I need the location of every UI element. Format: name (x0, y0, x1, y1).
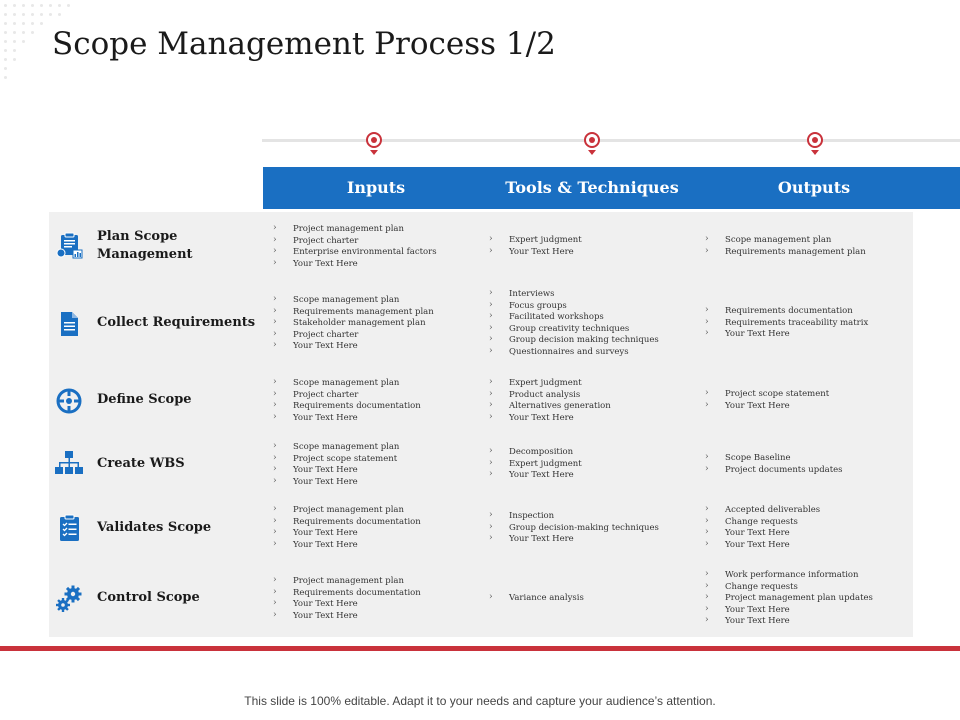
list-item: › Project management plan (273, 505, 421, 517)
list-item: › Requirements traceability matrix (705, 318, 868, 330)
tools-list-collect-requirements (489, 289, 659, 358)
list-item: › Scope management plan (273, 442, 399, 454)
footer-note: This slide is 100% editable. Adapt it to your needs and capture your audience’s attention. (244, 694, 716, 708)
list-item: › Group creativity techniques (489, 324, 659, 336)
row-label-control-scope: Control Scope (97, 590, 200, 605)
list-item: › Change requests (705, 517, 820, 529)
row-label-collect-requirements: Collect Requirements (97, 315, 256, 330)
outputs-list-validates-scope (705, 505, 820, 551)
list-item: › Your Text Here (705, 401, 829, 413)
list-item: › Project documents updates (705, 465, 843, 477)
document-icon (55, 310, 83, 338)
list-item: › Your Text Here (273, 465, 399, 477)
list-item: › Expert judgment (489, 459, 582, 471)
list-item: › Project management plan updates (705, 593, 873, 605)
tools-list-create-wbs (489, 447, 582, 482)
list-item: › Scope management plan (705, 235, 866, 247)
list-item: › Requirements documentation (273, 517, 421, 529)
outputs-list-collect-requirements (705, 306, 868, 341)
list-item: › Decomposition (489, 447, 582, 459)
list-item: › Expert judgment (489, 378, 611, 390)
list-item: › Your Text Here (705, 329, 868, 341)
column-header-outputs: Outputs (777, 178, 851, 197)
list-item: › Your Text Here (489, 470, 582, 482)
list-item: › Project charter (273, 236, 437, 248)
column-header-inputs: Inputs (346, 178, 406, 197)
list-item: › Your Text Here (705, 540, 820, 552)
outputs-list-plan-scope (705, 235, 866, 258)
clipboard-chart-icon (55, 231, 83, 259)
location-pin-icon (807, 132, 823, 156)
location-pin-icon (366, 132, 382, 156)
list-item: › Project charter (273, 330, 434, 342)
list-item: › Facilitated workshops (489, 312, 659, 324)
target-icon (55, 387, 83, 415)
inputs-list-collect-requirements (273, 295, 434, 353)
list-item: › Your Text Here (273, 259, 437, 271)
list-item: › Requirements documentation (705, 306, 868, 318)
inputs-list-create-wbs (273, 442, 399, 488)
checklist-icon (55, 514, 83, 542)
list-item: › Scope management plan (273, 378, 421, 390)
hierarchy-icon (55, 450, 83, 478)
page-title: Scope Management Process 1/2 (52, 26, 556, 62)
list-item: › Your Text Here (705, 616, 873, 628)
list-item: › Alternatives generation (489, 401, 611, 413)
outputs-list-control-scope (705, 570, 873, 628)
list-item: › Change requests (705, 582, 873, 594)
location-pin-icon (584, 132, 600, 156)
list-item: › Your Text Here (273, 540, 421, 552)
list-item: › Accepted deliverables (705, 505, 820, 517)
inputs-list-validates-scope (273, 505, 421, 551)
inputs-list-define-scope (273, 378, 421, 424)
list-item: › Project management plan (273, 576, 421, 588)
list-item: › Your Text Here (273, 477, 399, 489)
tools-list-define-scope (489, 378, 611, 424)
list-item: › Project management plan (273, 224, 437, 236)
list-item: › Variance analysis (489, 593, 584, 605)
list-item: › Project scope statement (705, 389, 829, 401)
list-item: › Your Text Here (489, 413, 611, 425)
list-item: › Project scope statement (273, 454, 399, 466)
list-item: › Work performance information (705, 570, 873, 582)
list-item: › Your Text Here (273, 341, 434, 353)
outputs-list-create-wbs (705, 453, 843, 476)
list-item: › Scope management plan (273, 295, 434, 307)
list-item: › Group decision making techniques (489, 335, 659, 347)
list-item: › Expert judgment (489, 235, 582, 247)
list-item: › Your Text Here (273, 413, 421, 425)
list-item: › Scope Baseline (705, 453, 843, 465)
row-label-validates-scope: Validates Scope (97, 520, 212, 535)
row-label-create-wbs: Create WBS (97, 456, 185, 471)
list-item: › Enterprise environmental factors (273, 247, 437, 259)
bottom-accent-line (0, 646, 960, 651)
column-header-tools: Tools & Techniques (505, 178, 679, 197)
list-item: › Your Text Here (489, 247, 582, 259)
tools-list-plan-scope (489, 235, 582, 258)
list-item: › Requirements documentation (273, 588, 421, 600)
row-label-plan-scope: Plan Scope Management (97, 229, 193, 262)
list-item: › Your Text Here (273, 528, 421, 540)
list-item: › Stakeholder management plan (273, 318, 434, 330)
list-item: › Your Text Here (705, 528, 820, 540)
list-item: › Product analysis (489, 390, 611, 402)
list-item: › Your Text Here (489, 534, 659, 546)
list-item: › Requirements documentation (273, 401, 421, 413)
gears-icon (55, 585, 83, 613)
list-item: › Your Text Here (273, 599, 421, 611)
list-item: › Requirements management plan (705, 247, 866, 259)
list-item: › Your Text Here (705, 605, 873, 617)
list-item: › Group decision-making techniques (489, 523, 659, 535)
inputs-list-control-scope (273, 576, 421, 622)
row-label-define-scope: Define Scope (97, 392, 192, 407)
list-item: › Questionnaires and surveys (489, 347, 659, 359)
inputs-list-plan-scope (273, 224, 437, 270)
tools-list-validates-scope (489, 511, 659, 546)
tools-list-control-scope (489, 593, 584, 605)
list-item: › Project charter (273, 390, 421, 402)
list-item: › Focus groups (489, 301, 659, 313)
list-item: › Your Text Here (273, 611, 421, 623)
outputs-list-define-scope (705, 389, 829, 412)
list-item: › Inspection (489, 511, 659, 523)
list-item: › Requirements management plan (273, 307, 434, 319)
list-item: › Interviews (489, 289, 659, 301)
